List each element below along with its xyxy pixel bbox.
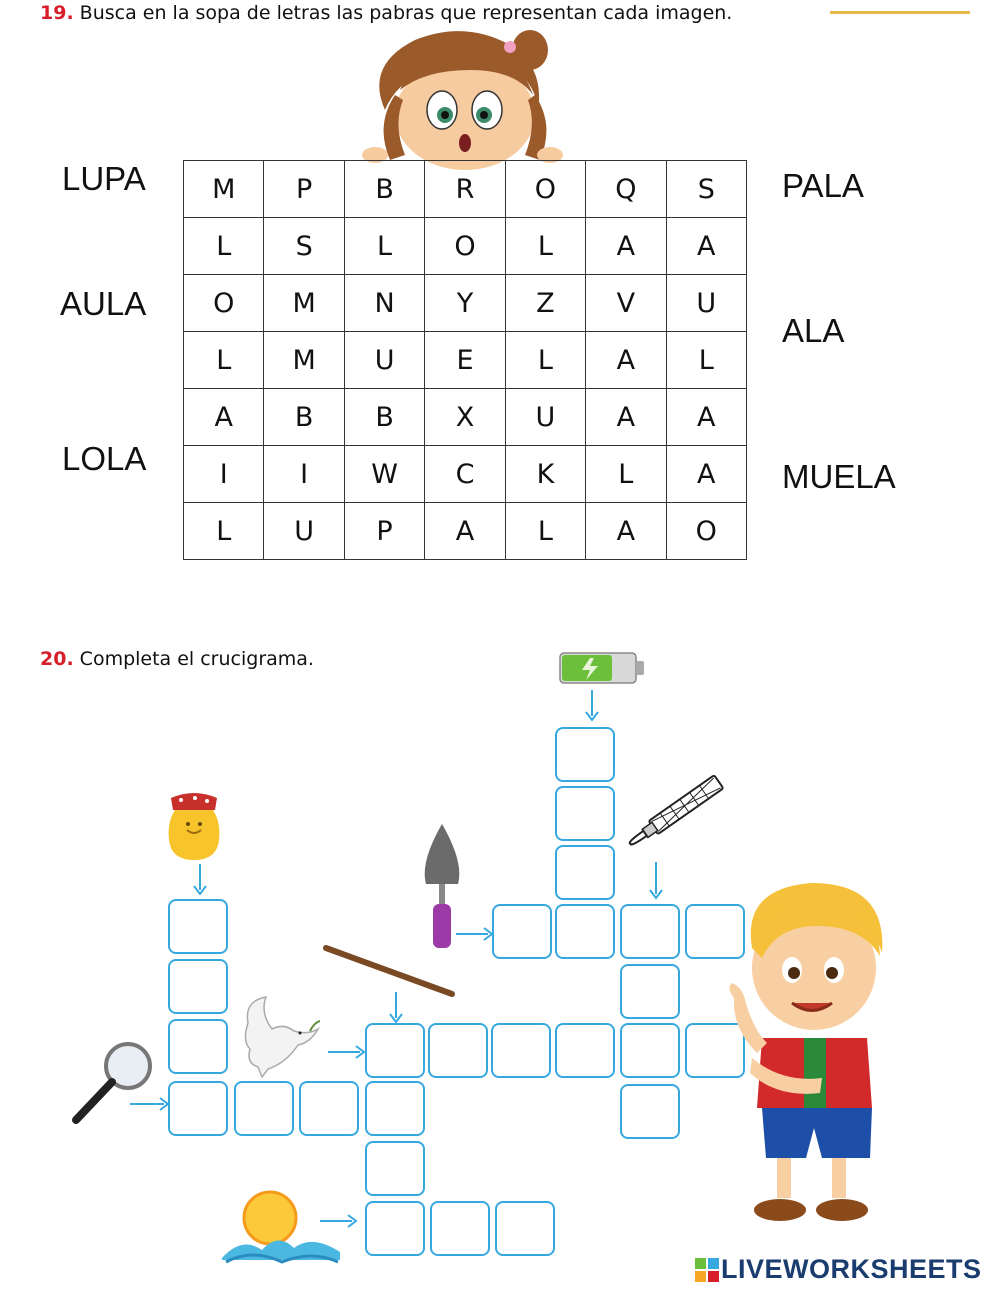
crossword-cell[interactable] [299, 1081, 359, 1136]
grid-cell[interactable]: A [184, 389, 264, 446]
grid-cell[interactable]: L [184, 218, 264, 275]
grid-cell[interactable]: R [425, 161, 505, 218]
battery-icon [558, 648, 646, 688]
crossword-cell[interactable] [168, 959, 228, 1014]
grid-cell[interactable]: L [184, 503, 264, 560]
grid-cell[interactable]: P [264, 161, 344, 218]
crossword-cell[interactable] [168, 1081, 228, 1136]
crossword-cell[interactable] [430, 1201, 490, 1256]
arrow-down-icon [384, 990, 408, 1024]
grid-cell[interactable]: A [586, 389, 666, 446]
crossword-cell[interactable] [620, 1084, 680, 1139]
crossword-cell[interactable] [620, 1023, 680, 1078]
grid-cell[interactable]: O [666, 503, 746, 560]
grid-cell[interactable]: Y [425, 275, 505, 332]
crossword-cell[interactable] [365, 1081, 425, 1136]
file-tool-icon [618, 768, 736, 854]
crossword-cell[interactable] [555, 845, 615, 900]
crossword-cell[interactable] [491, 1023, 551, 1078]
grid-cell[interactable]: L [586, 446, 666, 503]
crossword-cell[interactable] [620, 964, 680, 1019]
arrow-right-icon [128, 1093, 170, 1115]
grid-cell[interactable]: A [586, 332, 666, 389]
crossword-cell[interactable] [168, 1019, 228, 1074]
grid-cell[interactable]: L [666, 332, 746, 389]
grid-cell[interactable]: N [344, 275, 424, 332]
decorative-stripe [830, 0, 970, 4]
arrow-right-icon [326, 1041, 366, 1063]
grid-cell[interactable]: B [264, 389, 344, 446]
girl-illustration [345, 25, 585, 170]
crossword-cell[interactable] [168, 899, 228, 954]
grid-cell[interactable]: K [505, 446, 585, 503]
grid-cell[interactable]: M [264, 332, 344, 389]
crossword-cell[interactable] [492, 904, 552, 959]
arrow-down-icon [644, 860, 668, 900]
word-right-1: PALA [782, 167, 864, 204]
exercise-number: 20. [40, 648, 74, 670]
exercise-number: 19. [40, 2, 74, 24]
dove-icon [238, 993, 320, 1081]
grid-cell[interactable]: P [344, 503, 424, 560]
exercise-19-instruction [40, 2, 732, 24]
liveworksheets-logo [695, 1254, 982, 1285]
grid-cell[interactable]: M [184, 161, 264, 218]
grid-cell[interactable]: U [344, 332, 424, 389]
grid-cell[interactable]: L [505, 503, 585, 560]
grid-cell[interactable]: C [425, 446, 505, 503]
grid-row [184, 389, 747, 446]
crossword-cell[interactable] [495, 1201, 555, 1256]
boy-illustration [722, 878, 897, 1238]
grid-cell[interactable]: A [586, 218, 666, 275]
crossword-cell[interactable] [555, 727, 615, 782]
word-right-3: MUELA [782, 458, 896, 495]
crossword-cell[interactable] [365, 1201, 425, 1256]
grid-cell[interactable]: S [264, 218, 344, 275]
grid-row [184, 503, 747, 560]
grid-cell[interactable]: Z [505, 275, 585, 332]
grid-cell[interactable]: U [666, 275, 746, 332]
crossword-cell[interactable] [365, 1141, 425, 1196]
grid-row [184, 275, 747, 332]
grid-cell[interactable]: L [344, 218, 424, 275]
grid-cell[interactable]: M [264, 275, 344, 332]
exercise-20-instruction [40, 648, 314, 670]
grid-cell[interactable]: L [184, 332, 264, 389]
instruction-text: Busca en la sopa de letras las pabras que representan cada imagen. [79, 2, 733, 24]
grid-cell[interactable]: S [666, 161, 746, 218]
grid-cell[interactable]: O [184, 275, 264, 332]
grid-row [184, 218, 747, 275]
grid-cell[interactable]: X [425, 389, 505, 446]
grid-row [184, 446, 747, 503]
arrow-down-icon [580, 688, 604, 722]
grid-row [184, 332, 747, 389]
word-right-2: ALA [782, 312, 845, 349]
crossword-cell[interactable] [428, 1023, 488, 1078]
crossword-cell[interactable] [620, 904, 680, 959]
grid-cell[interactable]: I [264, 446, 344, 503]
word-search-grid [183, 160, 747, 560]
crossword-cell[interactable] [555, 1023, 615, 1078]
arrow-right-icon [318, 1210, 358, 1232]
crossword-cell[interactable] [555, 904, 615, 959]
grid-cell[interactable]: A [586, 503, 666, 560]
grid-cell[interactable]: L [505, 332, 585, 389]
grid-cell[interactable]: E [425, 332, 505, 389]
arrow-right-icon [454, 923, 494, 945]
word-left-2: AULA [60, 285, 147, 322]
grid-cell[interactable]: U [505, 389, 585, 446]
grid-cell[interactable]: I [184, 446, 264, 503]
grid-row [184, 161, 747, 218]
grid-cell[interactable]: U [264, 503, 344, 560]
honey-jar-icon [165, 790, 223, 862]
instruction-text: Completa el crucigrama. [79, 648, 314, 670]
grid-cell[interactable]: A [425, 503, 505, 560]
brand-logo-icon [695, 1258, 721, 1282]
word-left-1: LUPA [62, 160, 146, 197]
grid-cell[interactable]: A [666, 389, 746, 446]
word-left-3: LOLA [62, 440, 147, 477]
arrow-down-icon [188, 862, 212, 896]
grid-cell[interactable]: V [586, 275, 666, 332]
grid-cell[interactable]: O [425, 218, 505, 275]
grid-cell[interactable]: A [666, 446, 746, 503]
grid-cell[interactable]: Q [586, 161, 666, 218]
grid-cell[interactable]: L [505, 218, 585, 275]
brand-text: LIVEWORKSHEETS [721, 1254, 982, 1284]
grid-cell[interactable]: W [344, 446, 424, 503]
grid-cell[interactable]: B [344, 161, 424, 218]
crossword-cell[interactable] [234, 1081, 294, 1136]
grid-cell[interactable]: O [505, 161, 585, 218]
grid-cell[interactable]: B [344, 389, 424, 446]
crossword-cell[interactable] [555, 786, 615, 841]
crossword-cell[interactable] [365, 1023, 425, 1078]
grid-cell[interactable]: A [666, 218, 746, 275]
